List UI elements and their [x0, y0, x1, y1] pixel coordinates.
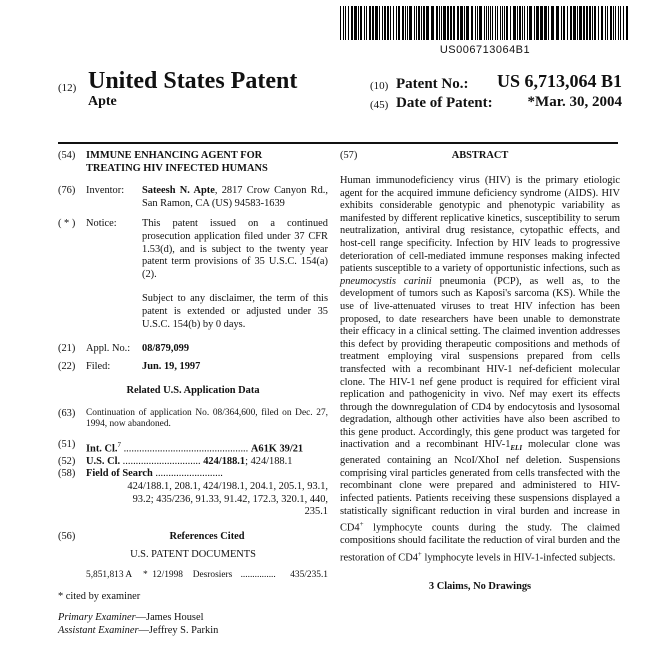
barcode-bar	[567, 6, 568, 40]
barcode-bar	[527, 6, 528, 40]
barcode-bar	[601, 6, 603, 40]
barcode-bar	[506, 6, 508, 40]
assistant-examiner-name: —Jeffrey S. Parkin	[138, 624, 219, 636]
us-cl-label: U.S. Cl.	[86, 455, 121, 467]
barcode-bar	[536, 6, 539, 40]
barcode-bar	[396, 6, 397, 40]
code-star: ( * )	[58, 218, 76, 230]
appl-number: 08/879,099	[142, 343, 190, 355]
barcode-bar	[360, 6, 362, 40]
us-cl-section	[58, 456, 328, 469]
abstract-text	[340, 175, 620, 565]
int-cl-label: Int. Cl.	[86, 443, 118, 455]
barcode-bar	[436, 6, 438, 40]
code-12: (12)	[58, 82, 77, 94]
barcode-bar	[510, 6, 511, 40]
barcode-bar	[586, 6, 588, 40]
filed-section	[58, 361, 328, 374]
abstract-part-3: molecular clone was generated containing an NcoI/XhoI nef deletion. Suspensions comprising viral particles generated from cells transfected with the recombinant clone were prepared and administered to HIV-infected patients. Patients receiving these suspensions displayed a statistically significant reduction in viral burden and increase in CD4	[340, 439, 620, 534]
barcode-bar	[477, 6, 478, 40]
barcode-bar	[423, 6, 425, 40]
barcode-bar	[540, 6, 543, 40]
barcode-bar	[466, 6, 469, 40]
code-58: (58)	[58, 468, 76, 480]
us-cl-line	[86, 456, 328, 469]
continuation-section	[58, 408, 328, 431]
barcode-bar	[613, 6, 614, 40]
barcode-bar	[393, 6, 394, 40]
barcode-bar	[348, 6, 349, 40]
barcode-bar	[464, 6, 465, 40]
barcode-bar	[598, 6, 599, 40]
barcode-bar	[497, 6, 498, 40]
patent-title: United States Patent	[88, 68, 298, 94]
barcode-bar	[460, 6, 463, 40]
barcode-bar	[484, 6, 485, 40]
barcode-bar	[618, 6, 619, 40]
int-cl-section	[58, 439, 328, 456]
barcode-bar	[421, 6, 422, 40]
notice-paragraph-2: Subject to any disclaimer, the term of this patent is extended or adjusted under 35 U.S.C. 154(b) by 0 days.	[142, 293, 328, 330]
barcode-bar	[384, 6, 386, 40]
filed-label: Filed:	[86, 360, 111, 372]
barcode-bar	[402, 6, 404, 40]
field-of-search-head	[86, 468, 328, 481]
notice-section	[58, 218, 328, 331]
right-column	[340, 150, 620, 593]
barcode-bar	[441, 6, 442, 40]
us-cl-leader: ..............................	[120, 455, 201, 467]
barcode-bar	[563, 6, 565, 40]
ref-star: *	[143, 569, 148, 580]
barcode-bar	[390, 6, 391, 40]
abstract-heading: ABSTRACT	[451, 150, 509, 161]
abstract-italic-term: pneumocystis carinii	[340, 275, 432, 287]
barcode-bar	[439, 6, 440, 40]
ref-class: 435/235.1	[290, 569, 328, 580]
barcode-bar	[534, 6, 535, 40]
barcode-bar	[475, 6, 476, 40]
barcode-bar	[340, 6, 341, 40]
barcode-bar	[369, 6, 371, 40]
code-10: (10)	[370, 80, 389, 92]
barcode-bar	[592, 6, 593, 40]
barcode-bar	[407, 6, 408, 40]
inventor-label: Inventor:	[86, 185, 125, 197]
barcode-bar	[471, 6, 473, 40]
barcode-bar	[382, 6, 383, 40]
barcode-bar	[431, 6, 434, 40]
abstract-subscript: ELI	[510, 444, 523, 453]
int-cl-value: A61K 39/21	[250, 443, 304, 455]
code-76: (76)	[58, 185, 76, 197]
barcode-bar	[513, 6, 516, 40]
barcode-bar	[447, 6, 449, 40]
barcode-bar	[354, 6, 357, 40]
reference-row	[58, 569, 328, 582]
inventor-surname: Apte	[88, 94, 117, 109]
barcode-bar	[486, 6, 487, 40]
barcode-bar	[529, 6, 532, 40]
date-of-patent: *Mar. 30, 2004	[527, 94, 622, 110]
barcode-bar	[579, 6, 582, 40]
barcode-bar	[409, 6, 412, 40]
barcode-bar	[544, 6, 547, 40]
field-of-search-leader: ..........................	[152, 468, 223, 480]
notice-label: Notice:	[86, 218, 117, 230]
abstract-superscript-1: +	[359, 520, 364, 529]
barcode-bar	[426, 6, 429, 40]
inventor-section	[58, 185, 328, 210]
barcode-bar	[570, 6, 572, 40]
int-cl-line	[86, 439, 328, 456]
barcode-bar	[450, 6, 452, 40]
code-56: (56)	[58, 530, 76, 542]
code-63: (63)	[58, 407, 76, 419]
patent-number: US 6,713,064 B1	[496, 71, 622, 91]
inventor-address: , 2817 Crow Canyon Rd., San Ramon, CA (US) 94583-1639	[142, 185, 328, 209]
barcode-bar	[594, 6, 596, 40]
abstract-part-1: Human immunodeficiency virus (HIV) is the primary etiologic agent for the acquired immune deficiency syndrome (AIDS). HIV exhibits considerable genotypic and phenotypic variability as manifested by different replicative kinetics, susceptibility to serum neutralization, antiviral drug resistance, cytopathic effects, and host-cell range specificity. Infection by HIV leads to progressive deterioration of cell-mediated immune responses making infected patients susceptible to a variety of opportunistic infections, such as	[340, 175, 620, 275]
barcode-bar	[556, 6, 559, 40]
abstract-part-4: lymphocyte counts during the study. The claimed compositions should facilitate the reduction of viral burden and the restoration of CD4	[340, 522, 620, 564]
barcode-bar	[495, 6, 496, 40]
barcode-bar	[443, 6, 446, 40]
cited-by-examiner: * cited by examiner	[58, 590, 141, 602]
references-heading: References Cited	[169, 530, 245, 542]
barcode-bar	[372, 6, 374, 40]
us-patent-documents-heading: U.S. PATENT DOCUMENTS	[130, 549, 256, 561]
references-section	[58, 531, 328, 544]
barcode-bar	[351, 6, 353, 40]
barcode-bar	[416, 6, 417, 40]
claims-summary: 3 Claims, No Drawings	[428, 580, 532, 592]
ref-patent-number: 5,851,813 A	[86, 569, 133, 580]
notice-paragraph-1: This patent issued on a continued prosecution application filed under 37 CFR 1.53(d), and is subject to the twenty year patent term provisions of 35 U.S.C. 154(a)(2).	[142, 218, 328, 280]
barcode-bar	[405, 6, 406, 40]
barcode-bar	[524, 6, 525, 40]
barcode-bar	[551, 6, 554, 40]
field-of-search-value: 424/188.1, 208.1, 424/198.1, 204.1, 205.1, 93.1, 93.2; 435/236, 91.33, 91.42, 172.3, 320.1, 440, 235.1	[127, 480, 328, 518]
code-57: (57)	[340, 150, 358, 161]
abstract-superscript-2: +	[417, 549, 422, 558]
barcode-bar	[517, 6, 518, 40]
filed-date: Jun. 19, 1997	[142, 360, 201, 372]
ref-inventor: Desrosiers	[192, 569, 233, 580]
barcode-bar	[615, 6, 616, 40]
barcode-bar	[375, 6, 378, 40]
barcode-bar	[573, 6, 576, 40]
abstract-part-2: pneumonia (PCP), as well as, to the development of tumors such as Kaposi's sarcoma (KS). While the use of live-attenuated viruses to treat HIV infection has been proposed, to date researchers have been unable to demonstrate their efficacy in a clinical setting. The claimed invention addresses this defect by providing therapeutic compositions and methods of treatment employing viral suspensions prepared from cells transfected with a recombinant HIV-1 nef-deficient molecular clone. The HIV-1 nef gene product is required for efficient viral replication and pathogenicity in vivo. Nef may exert its effects through the downregulation of CD4 by endocytosis and lysosomal degradation, although other activities have also been ascribed to this gene product. Accordingly, this gene product was targeted for inactivation and a recombinant HIV-1	[340, 275, 620, 451]
inventor-value	[142, 185, 328, 210]
invention-title-line1: IMMUNE ENHANCING AGENT FOR	[86, 150, 263, 161]
barcode-bar	[504, 6, 505, 40]
barcode-bar	[453, 6, 455, 40]
barcode-bar	[414, 6, 415, 40]
code-21: (21)	[58, 343, 76, 355]
code-52: (52)	[58, 455, 76, 467]
barcode-bar	[488, 6, 489, 40]
barcode-bar	[589, 6, 591, 40]
barcode-bar	[623, 6, 624, 40]
left-column	[58, 150, 328, 637]
assistant-examiner	[58, 625, 328, 638]
barcode-bar	[548, 6, 549, 40]
invention-title	[86, 150, 328, 175]
code-22: (22)	[58, 360, 76, 372]
patent-no-label: Patent No.:	[396, 76, 469, 92]
header-rule	[58, 142, 618, 144]
field-of-search-section	[58, 468, 328, 518]
barcode-bar	[522, 6, 523, 40]
barcode-bar	[364, 6, 365, 40]
barcode-bar	[610, 6, 612, 40]
barcode-bar	[500, 6, 501, 40]
inventor-name: Sateesh N. Apte	[142, 185, 215, 197]
field-of-search	[86, 468, 328, 518]
int-cl-edition: 7	[117, 440, 121, 449]
barcode-bar	[479, 6, 482, 40]
barcode-bar	[561, 6, 562, 40]
barcode-bar	[457, 6, 459, 40]
barcode-bar	[607, 6, 608, 40]
invention-title-line2: TREATING HIV INFECTED HUMANS	[86, 162, 268, 174]
barcode-bar	[519, 6, 521, 40]
notice-text	[142, 218, 328, 331]
abstract-part-5: lymphocyte levels in HIV-1-infected subjects.	[421, 552, 616, 564]
code-45: (45)	[370, 99, 389, 111]
title-section	[58, 150, 328, 175]
us-cl-extra: ; 424/188.1	[245, 455, 293, 467]
date-label: Date of Patent:	[396, 95, 493, 111]
barcode-bar	[379, 6, 380, 40]
barcode-bar	[387, 6, 389, 40]
barcode-bar	[605, 6, 606, 40]
barcode-bar	[343, 6, 344, 40]
appl-label: Appl. No.:	[86, 343, 131, 355]
appl-no-section	[58, 343, 328, 356]
primary-examiner-name: —James Housel	[135, 612, 204, 624]
field-of-search-label: Field of Search	[86, 468, 153, 480]
ref-date: 12/1998	[152, 569, 183, 580]
barcode-bar	[345, 6, 346, 40]
barcode-bar	[418, 6, 420, 40]
barcode-bar	[626, 6, 628, 40]
code-54: (54)	[58, 150, 76, 161]
barcode-bar	[366, 6, 367, 40]
barcode-bar	[583, 6, 585, 40]
code-51: (51)	[58, 438, 76, 450]
barcode-bar	[492, 6, 493, 40]
barcode	[340, 6, 630, 40]
abstract-header	[340, 150, 620, 163]
primary-examiner-label: Primary Examiner	[58, 612, 136, 624]
barcode-bar	[398, 6, 400, 40]
barcode-bar	[620, 6, 621, 40]
primary-examiner	[58, 612, 328, 625]
us-cl-value: 424/188.1	[203, 455, 246, 467]
barcode-bar	[577, 6, 578, 40]
related-data-heading: Related U.S. Application Data	[126, 385, 260, 397]
barcode-number: US006713064B1	[439, 44, 531, 56]
barcode-bar	[502, 6, 503, 40]
int-cl-leader: ................................................	[120, 443, 249, 455]
assistant-examiner-label: Assistant Examiner	[58, 624, 139, 636]
ref-leader: ...............	[240, 569, 276, 580]
continuation-text: Continuation of application No. 08/364,600, filed on Dec. 27, 1994, now abandoned.	[86, 407, 328, 430]
barcode-bar	[490, 6, 491, 40]
barcode-bar	[358, 6, 359, 40]
